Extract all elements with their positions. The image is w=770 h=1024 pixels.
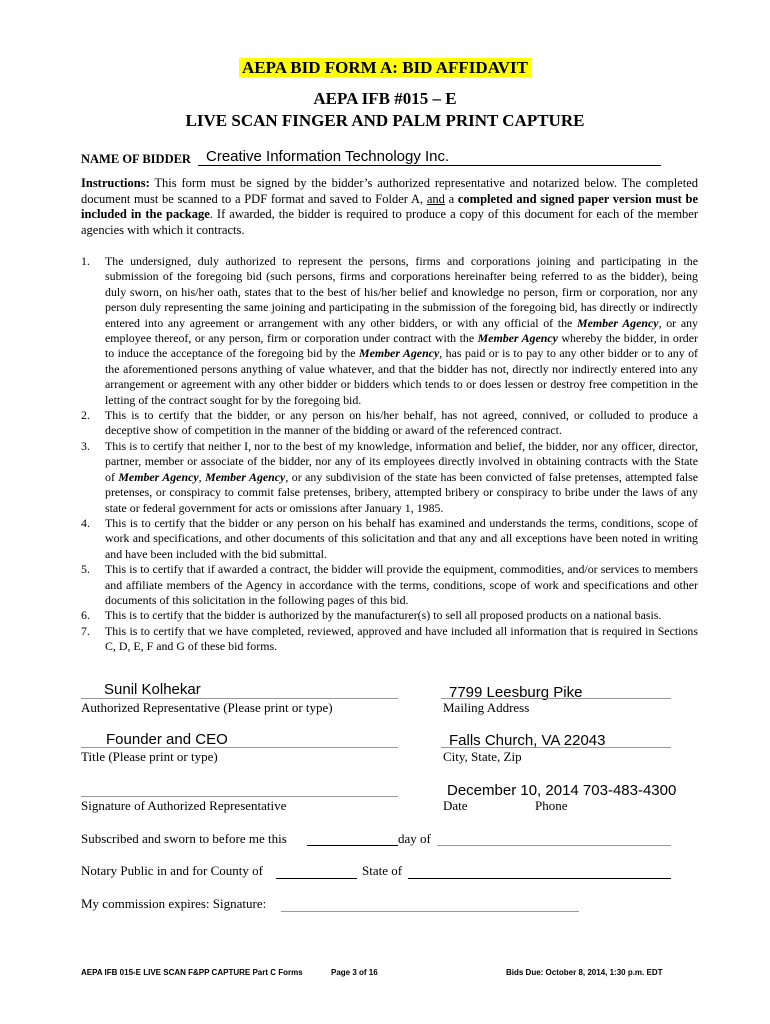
list-item: 6. This is to certify that the bidder is authorized by the manufacturer(s) to sell all proposed products on a national basis. (81, 608, 662, 623)
form-title: AEPA BID FORM A: BID AFFIDAVIT (0, 58, 770, 78)
instructions-label: Instructions: (81, 176, 150, 190)
city-label: City, State, Zip (443, 749, 522, 764)
phone-label: Phone (535, 798, 568, 813)
address-field[interactable]: 7799 Leesburg Pike (449, 684, 583, 701)
state-of-label: State of (362, 863, 403, 878)
address-label: Mailing Address (443, 700, 530, 715)
list-item: 2. This is to certify that the bidder, or any person on his/her behalf, has not agreed, connived, or colluded to produce a deceptive show of competition in the manner of the bidding or award of the referenced contract. (81, 408, 698, 438)
day-of-label: day of (398, 831, 431, 846)
rep-name-line (81, 698, 398, 699)
commission-label: My commission expires: Signature: (81, 896, 267, 911)
ifb-number: AEPA IFB #015 – E (313, 89, 457, 108)
notary-county-label: Notary Public in and for County of (81, 863, 263, 878)
day-blank[interactable] (307, 845, 398, 846)
affidavit-items (81, 254, 698, 655)
form-subject: LIVE SCAN FINGER AND PALM PRINT CAPTURE (185, 111, 585, 130)
bidder-name-field[interactable]: Creative Information Technology Inc. (206, 148, 450, 165)
rep-name-field[interactable]: Sunil Kolhekar (104, 681, 201, 698)
list-item: 4. This is to certify that the bidder or any person on his behalf has examined and understands the terms, conditions, scope of work and specifications, and other documents of this solicitation and that any and all exceptions have been noted in writing and have been included with the bid submittal. (81, 515, 698, 561)
date-phone-field[interactable]: December 10, 2014 703-483-4300 (447, 782, 677, 799)
rep-name-label: Authorized Representative (Please print or type) (81, 700, 333, 715)
month-blank[interactable] (437, 845, 671, 846)
city-line (441, 747, 671, 748)
title-label: Title (Please print or type) (81, 749, 218, 764)
city-field[interactable]: Falls Church, VA 22043 (449, 732, 606, 749)
signature-label: Signature of Authorized Representative (81, 798, 287, 813)
list-item: 7. This is to certify that we have completed, reviewed, approved and have included all information that is required in Sections C, D, E, F and G of these bid forms. (81, 623, 698, 654)
county-blank[interactable] (276, 878, 357, 879)
footer-page-number: Page 3 of 16 (331, 968, 378, 977)
date-label: Date (443, 798, 468, 813)
instructions: Instructions: This form must be signed by the bidder’s authorized representative and notarized below. The completed document must be scanned to a PDF format and saved to Folder A, and a completed and signed paper version must be included in the package. If awarded, the bidder is required to produce a copy of this document for each of the member agencies with which it contracts. (81, 176, 699, 237)
title-field[interactable]: Founder and CEO (106, 731, 228, 748)
notary-signature-blank[interactable] (281, 911, 579, 912)
state-blank[interactable] (408, 878, 671, 879)
bidder-label: NAME OF BIDDER (81, 152, 191, 166)
list-item: 5. This is to certify that if awarded a contract, the bidder will provide the equipment, commodities, and/or services to members and affiliate members of the Agency in accordance with the terms, conditions, scope of work and specifications and other documents of this solicitation in the following pages of this bid. (81, 562, 698, 607)
list-item: 1. The undersigned, duly authorized to represent the persons, firms and corporations joining and participating in the submission of the foregoing bid (such persons, firms and corporations hereinafter being referred to as the bidder), being duly sworn, on his/her oath, states that to the best of his/her belief and knowledge no person, firm or corporation, nor any person duly representing the same joining and participating in the submission of the foregoing bid, has directly or indirectly entered into any agreement or arrangement with any other bidders, or with any official of the Member Agency, or any employee thereof, or any person, firm or corporation under contract with the Member Agency whereby the bidder, in order to induce the acceptance of the foregoing bid by the Member Agency, has paid or is to pay to any other bidder or to any of the aforementioned persons anything of value whatever, and that the bidder has not, directly nor indirectly entered into any arrangement or agreement with any other bidder or bidders which tends to or does lessen or destroy free competition in the letting of the contract sought for by the foregoing bid. (81, 254, 699, 407)
subscribed-label: Subscribed and sworn to before me this (81, 831, 287, 846)
signature-line[interactable] (81, 796, 398, 797)
address-line (441, 698, 671, 699)
bidder-underline (198, 165, 661, 166)
footer-doc-id: AEPA IFB 015-E LIVE SCAN F&PP CAPTURE Part C Forms (81, 968, 303, 977)
footer-due-date: Bids Due: October 8, 2014, 1:30 p.m. EDT (506, 968, 663, 977)
title-line (81, 747, 398, 748)
list-item: 3. This is to certify that neither I, nor to the best of my knowledge, information and belief, the bidder, nor any officer, director, partner, member or associate of the bidder, nor any of its employees directly involved in obtaining contracts with the State of Member Agency, Member Agency, or any subdivision of the state has been convicted of false pretenses, attempted false pretenses, or conspiracy to commit false pretenses, bribery, attempted bribery or conspiracy to bribe under the laws of any state or federal government for acts or omissions after January 1, 1985. (81, 438, 699, 515)
